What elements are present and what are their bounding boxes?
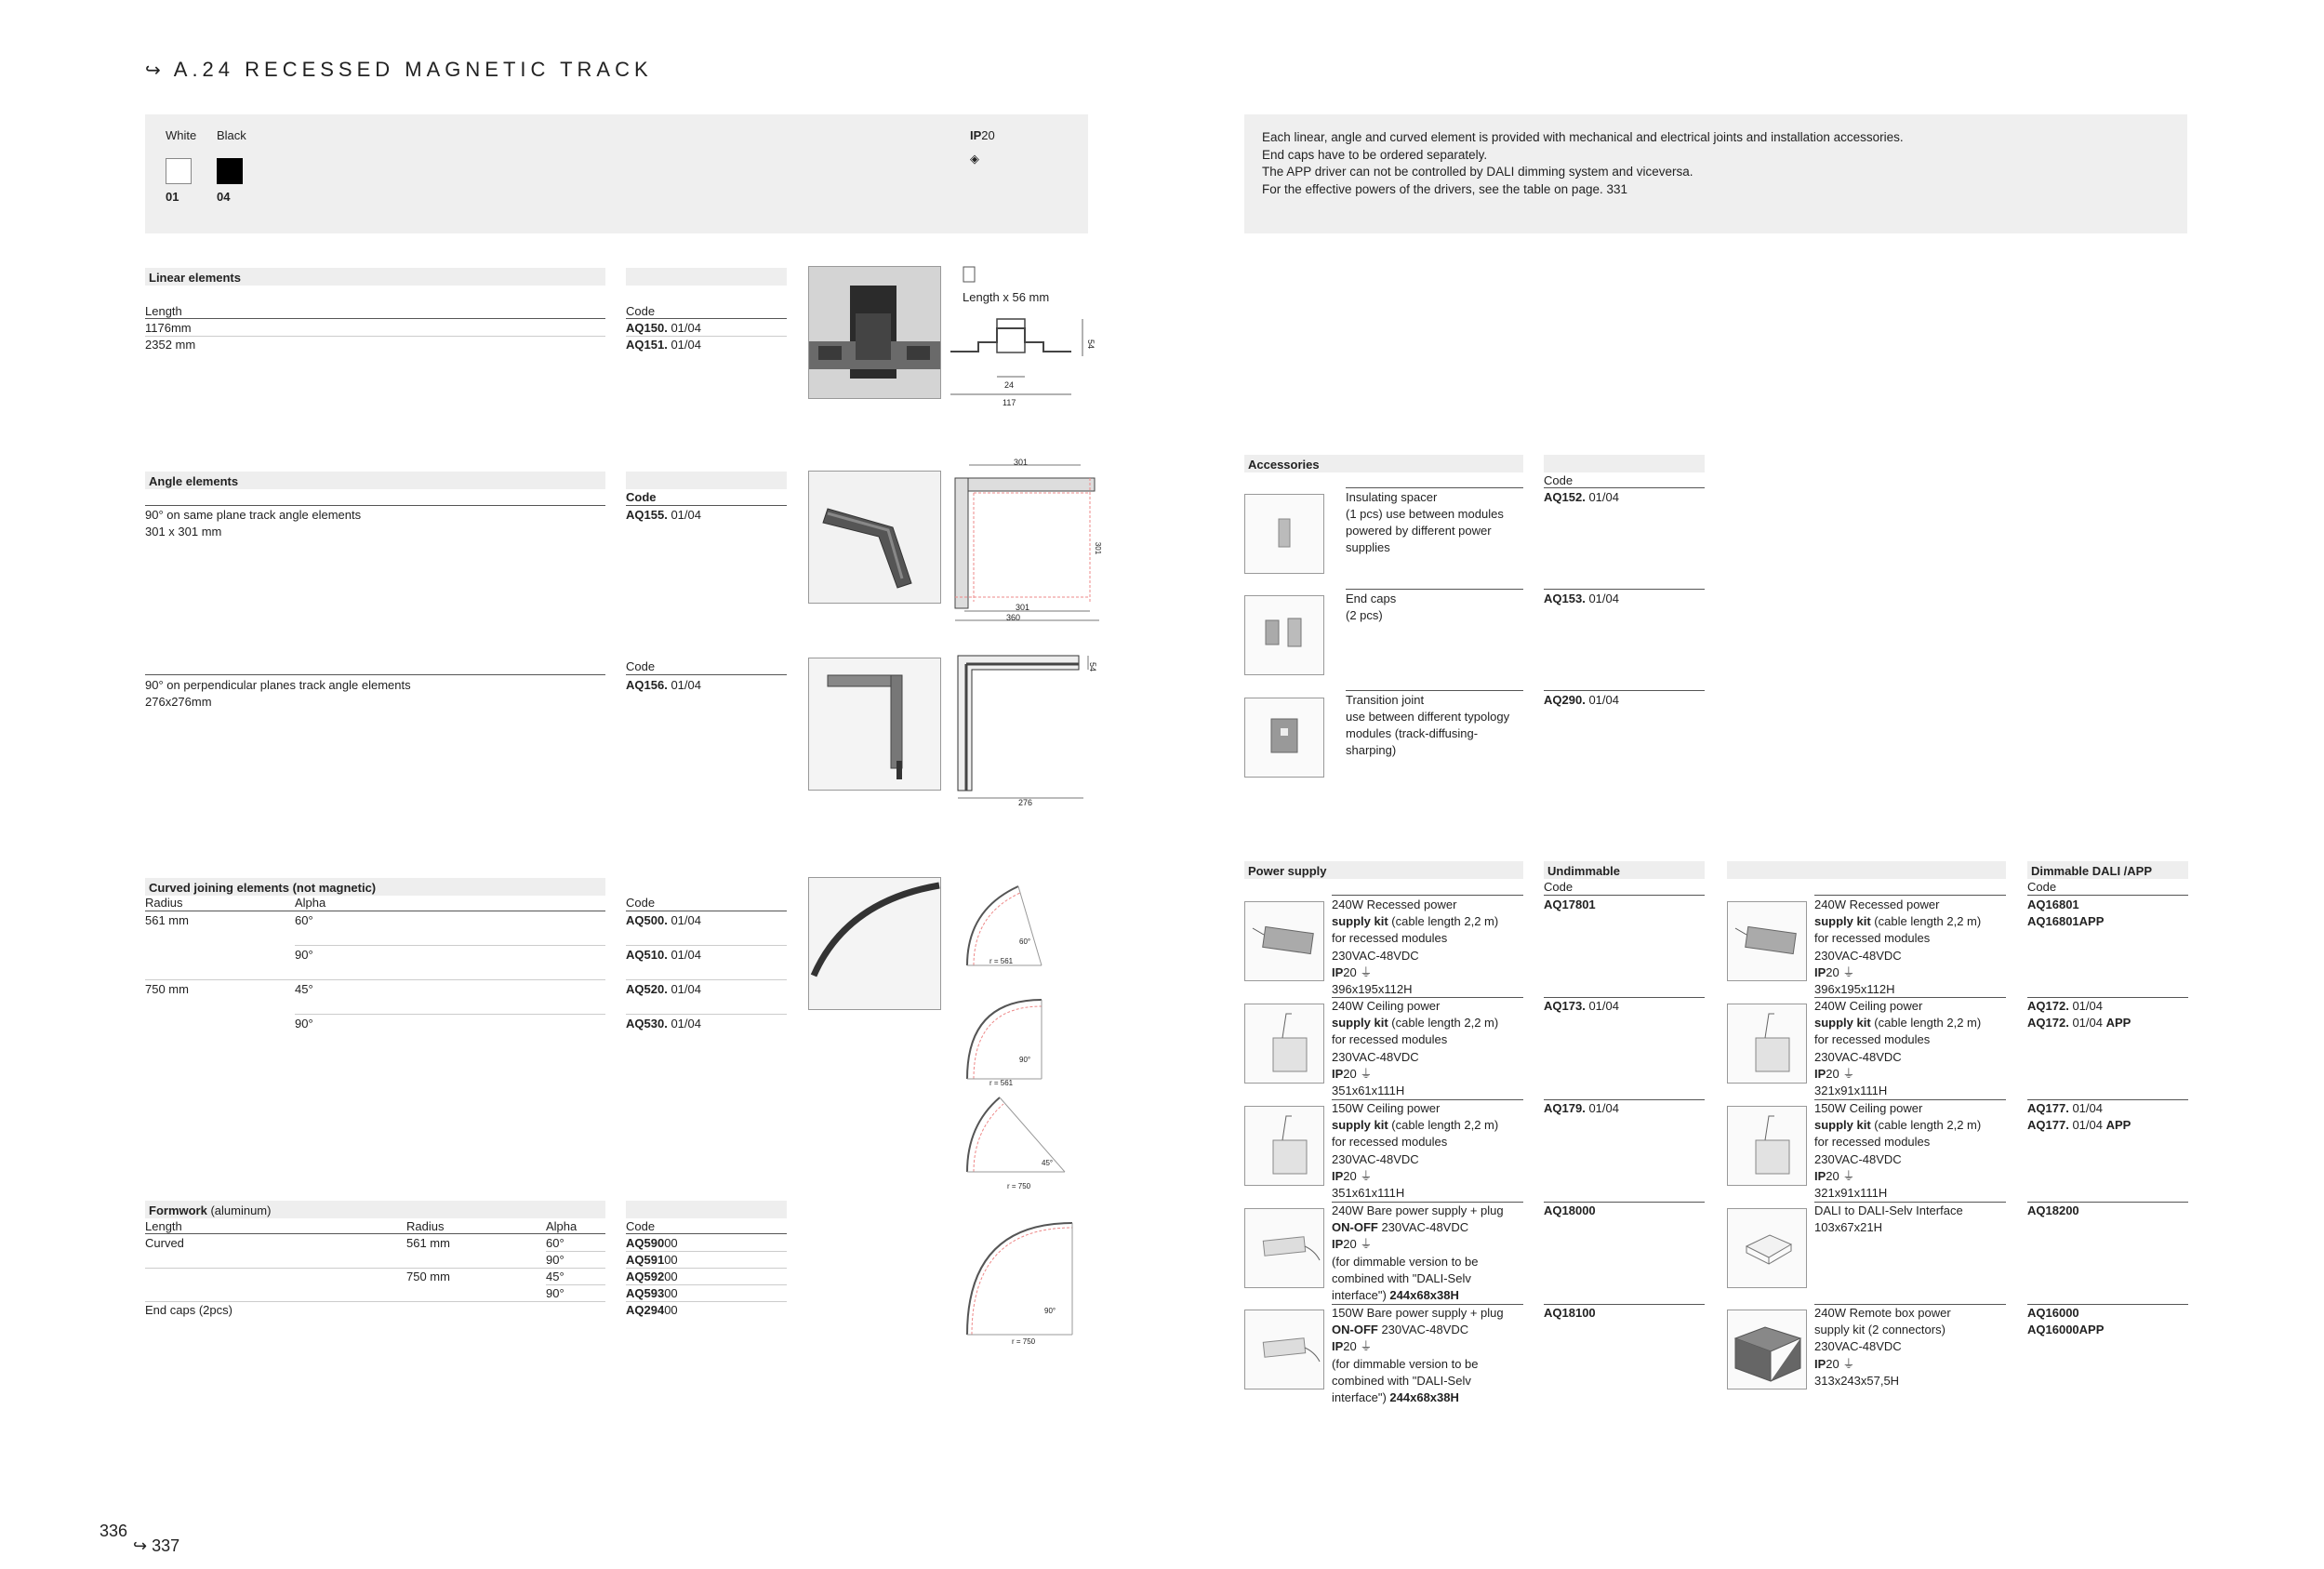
accessory-code-2: AQ153. 01/04	[1544, 592, 1619, 605]
black-label: Black	[217, 128, 246, 142]
curved-radius-3: 750 mm	[145, 982, 189, 996]
linear-col-length: Length	[145, 304, 182, 318]
curve-90a-angle: 90°	[1019, 1056, 1031, 1064]
note-line: End caps have to be ordered separately.	[1262, 147, 1488, 162]
angle2-desc1: 90° on perpendicular planes track angle elements	[145, 678, 411, 692]
psu-text-2: 240W Ceiling power supply kit (cable length 2,2 m) for recessed modules 230VAC-48VDC IP20 ⏚ 351x61x111H	[1332, 999, 1499, 1098]
linear-dim-h: 54	[1086, 339, 1096, 350]
linear-header: Linear elements	[145, 268, 605, 286]
linear-code-header-bar	[626, 268, 787, 286]
curved-radius-1: 561 mm	[145, 913, 189, 927]
earth-icon: ⏚	[1360, 1237, 1373, 1252]
angle1-dimension-drawing	[950, 458, 1109, 625]
curved-col-code: Code	[626, 896, 656, 910]
formwork-header: Formwork (aluminum)	[145, 1201, 605, 1218]
curved-code-3: AQ520. 01/04	[626, 982, 701, 996]
power-col-code-2: Code	[2027, 880, 2057, 894]
note-line: Each linear, angle and curved element is provided with mechanical and electrical joints and installation accessories.	[1262, 130, 1904, 144]
accessory-desc-3: use between different typology modules (track-diffusing- sharping)	[1346, 710, 1510, 757]
accessory-code-1: AQ152. 01/04	[1544, 490, 1619, 504]
formwork-col-code: Code	[626, 1219, 656, 1233]
curved-code-4: AQ530. 01/04	[626, 1017, 701, 1030]
psu-image-3	[1244, 1106, 1324, 1186]
curved-alpha-1: 60°	[295, 913, 313, 927]
curve-90b-angle: 90°	[1044, 1307, 1056, 1315]
black-code: 04	[217, 190, 231, 204]
formwork-code-header-bar	[626, 1201, 787, 1218]
psu-text-1: 240W Recessed power supply kit (cable length 2,2 m) for recessed modules 230VAC-48VDC IP20 ⏚ 396x195x112H	[1332, 898, 1499, 997]
arrow-icon: ↪	[133, 1536, 148, 1555]
curve-drawing-45	[963, 1093, 1074, 1186]
psu-text-3: 150W Ceiling power supply kit (cable length 2,2 m) for recessed modules 230VAC-48VDC IP20 ⏚ 351x61x111H	[1332, 1101, 1499, 1201]
angle2-dimension-drawing	[953, 651, 1111, 809]
formwork-length-1: Curved	[145, 1236, 184, 1250]
accessory-image-endcaps	[1244, 595, 1324, 675]
psu-image-bare240	[1244, 1208, 1324, 1288]
psu-text-bare150: 150W Bare power supply + plug ON-OFF 230VAC-48VDC IP20 ⏚ (for dimmable version to be combined with "DALI-Selv interface") 244x68x38H	[1332, 1306, 1504, 1405]
color-panel	[145, 114, 1088, 233]
formwork-radius-1: 561 mm	[406, 1236, 450, 1250]
psu-dim-text-2: 240W Ceiling power supply kit (cable length 2,2 m) for recessed modules 230VAC-48VDC IP20 ⏚ 321x91x111H	[1814, 999, 1982, 1098]
curve-drawing-90a	[963, 995, 1074, 1088]
earth-icon: ⏚	[1360, 1339, 1373, 1354]
formwork-length-5: End caps (2pcs)	[145, 1303, 232, 1317]
formwork-col-length: Length	[145, 1219, 182, 1233]
formwork-alpha-2: 90°	[546, 1253, 564, 1267]
linear-code-1: AQ150. 01/04	[626, 321, 701, 335]
psu-code-bare240: AQ18000	[1544, 1203, 1596, 1217]
curve-90b-radius: r = 750	[1012, 1337, 1036, 1346]
psu-image-bare150	[1244, 1310, 1324, 1389]
angle2-code: AQ156. 01/04	[626, 678, 701, 692]
accessory-desc-1: (1 pcs) use between modules powered by different power supplies	[1346, 507, 1504, 554]
dimmable-header: Dimmable DALI /APP	[2027, 861, 2188, 879]
accessory-code-3: AQ290. 01/04	[1544, 693, 1619, 707]
earth-icon: ⏚	[1842, 1356, 1855, 1371]
angle1-dim-side: 301	[1094, 541, 1103, 555]
formwork-code-3: AQ59200	[626, 1270, 678, 1283]
earth-icon: ⏚	[1360, 964, 1373, 979]
accessories-col-code: Code	[1544, 473, 1574, 487]
angle2-desc2: 276x276mm	[145, 695, 212, 709]
ip-value: 20	[981, 128, 995, 142]
formwork-col-radius: Radius	[406, 1219, 445, 1233]
class-symbol-icon: ◈	[970, 152, 979, 166]
curved-code-1: AQ500. 01/04	[626, 913, 701, 927]
angle1-dim-b1: 301	[1016, 603, 1030, 612]
curved-col-radius: Radius	[145, 896, 183, 910]
linear-code-2: AQ151. 01/04	[626, 338, 701, 352]
formwork-code-4: AQ59300	[626, 1286, 678, 1300]
psu-image-2	[1244, 1004, 1324, 1084]
linear-dim-w2: 117	[1003, 398, 1016, 407]
curve-45-radius: r = 750	[1007, 1182, 1031, 1190]
formwork-code-1: AQ59000	[626, 1236, 678, 1250]
linear-dim-caption: Length x 56 mm	[963, 290, 1050, 304]
dali-interface-image	[1727, 1208, 1807, 1288]
psu-text-bare240: 240W Bare power supply + plug ON-OFF 230VAC-48VDC IP20 ⏚ (for dimmable version to be combined with "DALI-Selv interface") 244x68x38H	[1332, 1203, 1504, 1303]
dali-interface-text: DALI to DALI-Selv Interface 103x67x21H	[1814, 1203, 1963, 1235]
remote-box-text: 240W Remote box power supply kit (2 connectors) 230VAC-48VDC IP20 ⏚ 313x243x57,5H	[1814, 1306, 1951, 1388]
remote-box-code: AQ16000 AQ16000APP	[2027, 1306, 2105, 1336]
notes-text	[1262, 129, 1904, 198]
angle1-dim-top: 301	[1014, 458, 1029, 467]
curve-90a-radius: r = 561	[989, 1079, 1014, 1087]
accessory-name-3: Transition joint	[1346, 693, 1425, 707]
white-label: White	[166, 128, 197, 142]
formwork-alpha-1: 60°	[546, 1236, 564, 1250]
angle2-dim-side: 54	[1088, 661, 1098, 672]
curve-drawing-60	[963, 882, 1074, 975]
psu-code-bare150: AQ18100	[1544, 1306, 1596, 1320]
curve-60-angle: 60°	[1019, 937, 1031, 946]
title-text: A.24 RECESSED MAGNETIC TRACK	[173, 58, 653, 81]
curve-drawing-90b	[963, 1218, 1079, 1344]
psu-code-3: AQ179. 01/04	[1544, 1101, 1619, 1115]
black-swatch[interactable]	[217, 158, 243, 184]
power-right-header-bar	[1727, 861, 2006, 879]
angle2-product-image	[808, 658, 941, 791]
angle2-dim-bottom: 276	[1018, 798, 1033, 807]
formwork-col-alpha: Alpha	[546, 1219, 578, 1233]
page-title	[145, 58, 653, 82]
linear-length-1: 1176mm	[145, 321, 192, 335]
angle-col-code-1: Code	[626, 490, 657, 504]
accessory-desc-2: (2 pcs)	[1346, 608, 1383, 622]
angle1-desc2: 301 x 301 mm	[145, 525, 222, 539]
arrow-icon: ↪	[145, 60, 161, 81]
white-code: 01	[166, 190, 179, 204]
angle-header: Angle elements	[145, 472, 605, 489]
earth-icon: ⏚	[1360, 1168, 1373, 1183]
curved-alpha-2: 90°	[295, 948, 313, 962]
angle-col-code-2: Code	[626, 659, 656, 673]
curve-45-angle: 45°	[1042, 1159, 1054, 1167]
curve-60-radius: r = 561	[989, 957, 1014, 965]
accessory-name-1: Insulating spacer	[1346, 490, 1438, 504]
earth-icon: ⏚	[1360, 1066, 1373, 1081]
ip-rating	[970, 127, 995, 144]
note-line: The APP driver can not be controlled by DALI dimming system and viceversa.	[1262, 165, 1693, 179]
linear-length-2: 2352 mm	[145, 338, 196, 352]
note-line: For the effective powers of the drivers, see the table on page. 331	[1262, 181, 1627, 196]
earth-icon: ⏚	[1842, 1066, 1855, 1081]
accessory-image-transition	[1244, 698, 1324, 778]
curved-alpha-3: 45°	[295, 982, 313, 996]
power-col-code-1: Code	[1544, 880, 1574, 894]
power-header: Power supply	[1244, 861, 1523, 879]
psu-code-2: AQ173. 01/04	[1544, 999, 1619, 1013]
angle1-product-image	[808, 471, 941, 604]
curved-col-alpha: Alpha	[295, 896, 326, 910]
formwork-radius-3: 750 mm	[406, 1270, 450, 1283]
curved-header: Curved joining elements (not magnetic)	[145, 878, 605, 896]
ip-prefix: IP	[970, 128, 982, 142]
psu-dim-text-1: 240W Recessed power supply kit (cable length 2,2 m) for recessed modules 230VAC-48VDC IP20 ⏚ 396x195x112H	[1814, 898, 1982, 997]
accessory-image-spacer	[1244, 494, 1324, 574]
accessories-code-header-bar	[1544, 455, 1705, 472]
page-number-right: ↪ 337	[133, 1536, 180, 1555]
psu-code-1: AQ17801	[1544, 898, 1596, 911]
formwork-alpha-4: 90°	[546, 1286, 564, 1300]
linear-product-image	[808, 266, 941, 399]
formwork-code-5: AQ29400	[626, 1303, 678, 1317]
formwork-code-2: AQ59100	[626, 1253, 678, 1267]
curved-product-image	[808, 877, 941, 1010]
formwork-alpha-3: 45°	[546, 1270, 564, 1283]
earth-icon: ⏚	[1842, 964, 1855, 979]
earth-icon: ⏚	[1842, 1168, 1855, 1183]
accessory-name-2: End caps	[1346, 592, 1397, 605]
white-swatch[interactable]	[166, 158, 192, 184]
angle1-code: AQ155. 01/04	[626, 508, 701, 522]
psu-image-1	[1244, 901, 1324, 981]
psu-dim-image-1	[1727, 901, 1807, 981]
angle1-dim-b2: 360	[1006, 613, 1021, 622]
psu-dim-code-1: AQ16801 AQ16801APP	[2027, 898, 2105, 928]
curved-alpha-4: 90°	[295, 1017, 313, 1030]
remote-box-image	[1727, 1310, 1807, 1389]
psu-dim-image-3	[1727, 1106, 1807, 1186]
linear-col-code: Code	[626, 304, 656, 318]
undimmable-header: Undimmable	[1544, 861, 1705, 879]
psu-dim-code-2: AQ172. 01/04 AQ172. 01/04 APP	[2027, 999, 2131, 1030]
psu-dim-code-3: AQ177. 01/04 AQ177. 01/04 APP	[2027, 1101, 2131, 1132]
dali-interface-code: AQ18200	[2027, 1203, 2079, 1217]
angle-code-header-bar	[626, 472, 787, 489]
linear-dim-w1: 24	[1004, 380, 1015, 390]
psu-dim-text-3: 150W Ceiling power supply kit (cable length 2,2 m) for recessed modules 230VAC-48VDC IP20 ⏚ 321x91x111H	[1814, 1101, 1982, 1201]
accessories-header: Accessories	[1244, 455, 1523, 472]
psu-dim-image-2	[1727, 1004, 1807, 1084]
page-number-left: 336	[100, 1522, 128, 1540]
linear-dimension-drawing	[950, 263, 1099, 412]
angle1-desc1: 90° on same plane track angle elements	[145, 508, 362, 522]
curved-code-2: AQ510. 01/04	[626, 948, 701, 962]
